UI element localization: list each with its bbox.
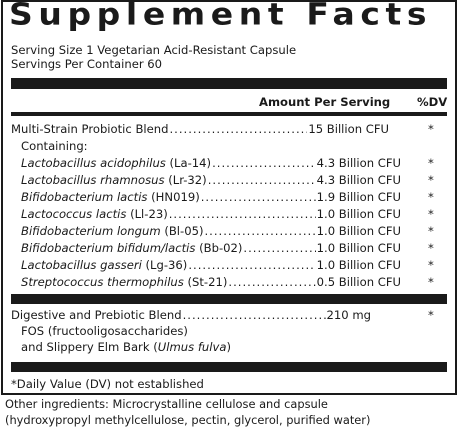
leader-dots: [183, 308, 326, 322]
amount-per-serving-header: Amount Per Serving: [259, 95, 391, 109]
prebiotic-name: Digestive and Prebiotic Blend: [11, 308, 182, 322]
strain-code: (Bb-02): [199, 241, 243, 255]
other-ingredients-line-1: Other ingredients: Microcrystalline cellulose and capsule: [5, 397, 328, 411]
prebiotic-line-3: and Slippery Elm Bark (Ulmus fulva): [21, 340, 231, 354]
prebiotic-blend-row: [11, 308, 371, 322]
containing-label: Containing:: [21, 139, 88, 153]
leader-dots: [204, 224, 315, 238]
strain-name: Streptococcus thermophilus: [21, 275, 184, 289]
leader-dots: [169, 207, 316, 221]
strain-amount: 4.3 Billion CFU: [316, 156, 401, 170]
strain-code: (Lr-32): [168, 173, 207, 187]
probiotic-blend-row: [11, 122, 389, 136]
strain-dv: *: [428, 173, 434, 187]
strain-row: [21, 207, 401, 221]
strain-amount: 1.0 Billion CFU: [316, 224, 401, 238]
strain-dv: *: [428, 275, 434, 289]
leader-dots: [188, 258, 315, 272]
medium-divider: [11, 112, 447, 116]
strain-name: Lactobacillus rhamnosus: [21, 173, 165, 187]
strain-dv: *: [428, 207, 434, 221]
prebiotic-dv: *: [428, 308, 434, 322]
leader-dots: [208, 173, 316, 187]
strain-dv: *: [428, 258, 434, 272]
strain-code: (Ll-23): [130, 207, 168, 221]
panel-title: Supplement Facts: [9, 0, 433, 32]
strain-name: Bifidobacterium longum: [21, 224, 161, 238]
strain-row: [21, 173, 401, 187]
strain-row: [21, 190, 401, 204]
strain-dv: *: [428, 156, 434, 170]
strain-row: [21, 156, 401, 170]
strain-name: Lactobacillus gasseri: [21, 258, 142, 272]
strain-row: [21, 275, 401, 289]
strain-amount: 1.9 Billion CFU: [316, 190, 401, 204]
strain-amount: 4.3 Billion CFU: [316, 173, 401, 187]
thick-divider-top: [11, 78, 447, 89]
strain-dv: *: [428, 224, 434, 238]
strain-code: (La-14): [169, 156, 212, 170]
strain-amount: 1.0 Billion CFU: [316, 258, 401, 272]
servings-per-container: Servings Per Container 60: [11, 57, 163, 71]
serving-size: Serving Size 1 Vegetarian Acid-Resistant Capsule: [11, 43, 297, 57]
prebiotic-line-2: FOS (fructooligosaccharides): [21, 324, 188, 338]
strain-name: Bifidobacterium bifidum/lactis: [21, 241, 196, 255]
strain-name: Lactobacillus acidophilus: [21, 156, 166, 170]
strain-code: (Lg-36): [145, 258, 188, 272]
strain-row: [21, 241, 401, 255]
supplement-facts-panel: [1, 0, 457, 395]
strain-row: [21, 258, 401, 272]
leader-dots: [201, 190, 316, 204]
thick-divider-bottom: [11, 362, 447, 372]
strain-dv: *: [428, 241, 434, 255]
leader-dots: [169, 122, 307, 136]
strain-amount: 1.0 Billion CFU: [316, 207, 401, 221]
leader-dots: [228, 275, 315, 289]
strain-dv: *: [428, 190, 434, 204]
leader-dots: [212, 156, 316, 170]
dv-footnote: *Daily Value (DV) not established: [11, 377, 204, 391]
blend-dv: *: [428, 122, 434, 136]
blend-amount: 15 Billion CFU: [308, 122, 389, 136]
other-ingredients-line-2: (hydroxypropyl methylcellulose, pectin, glycerol, purified water): [5, 413, 371, 427]
strain-code: (Bl-05): [164, 224, 204, 238]
strain-code: (St-21): [187, 275, 228, 289]
blend-name: Multi-Strain Probiotic Blend: [11, 122, 169, 136]
strain-code: (HN019): [151, 190, 200, 204]
thick-divider-middle: [11, 294, 447, 304]
prebiotic-amount: 210 mg: [326, 308, 371, 322]
dv-header: %DV: [417, 95, 448, 109]
strain-amount: 0.5 Billion CFU: [316, 275, 401, 289]
strain-name: Lactococcus lactis: [21, 207, 127, 221]
strain-name: Bifidobacterium lactis: [21, 190, 148, 204]
strain-row: [21, 224, 401, 238]
strain-amount: 1.0 Billion CFU: [316, 241, 401, 255]
leader-dots: [243, 241, 315, 255]
